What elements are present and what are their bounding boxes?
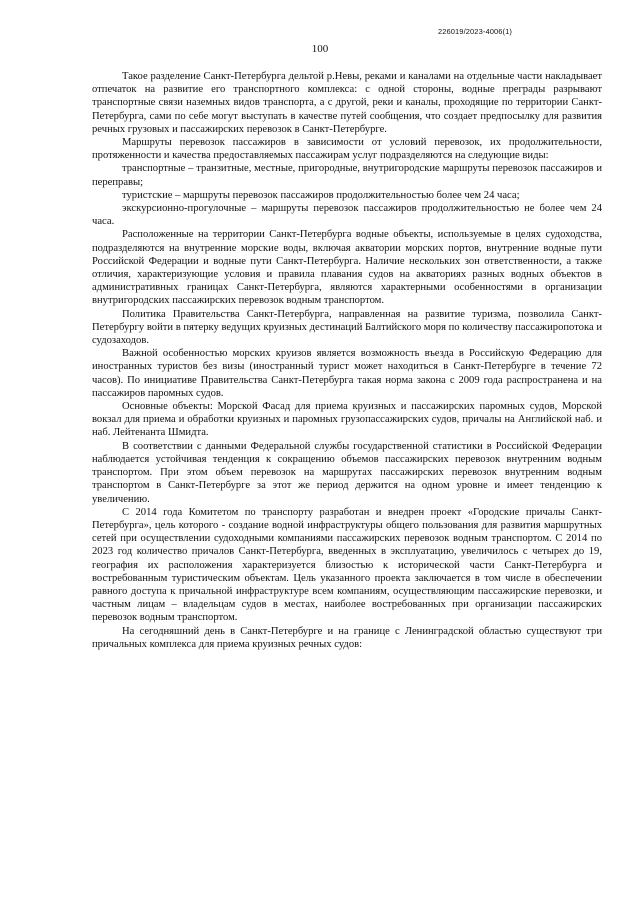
paragraph-tourist-routes: туристские – маршруты перевозок пассажиров продолжительностью более чем 24 часа; xyxy=(122,189,520,201)
page-number: 100 xyxy=(311,43,329,55)
paragraph-statistics: В соответствии с данными Федеральной службы государственной статистики в Российской Федерации наблюдается устойчивая тенденция к сокращению объемов пассажирских перевозок внутренним водным транспортом. При этом объем перевозок на маршрутах пассажирских перевозок внутренним водным транспортом в Санкт-Петербурге за этот же период держится на одном уровне и имеет тенденцию к увеличению. xyxy=(92,440,602,505)
body-text xyxy=(92,70,602,890)
paragraph-cruise-complexes: На сегодняшний день в Санкт-Петербурге и на границе с Ленинградской областью существуют три причальных комплекса для приема круизных речных судов: xyxy=(92,625,602,650)
paragraph-water-objects: Расположенные на территории Санкт-Петербурга водные объекты, используемые в целях судоходства, подразделяются на внутренние морские воды, включая акватории морских портов, внутренние водные пути Российской Федерации и водные пути Санкт-Петербурга. Наличие нескольких зон ответственности, а также отличия, характеризующие условия и правила плавания судов на акваториях разных водных объектов в административных границах Санкт-Петербурга, являются характерными особенностями в организации внутригородских пассажирских перевозок водным транспортом. xyxy=(92,229,602,307)
paragraph-excursion-routes: экскурсионно-прогулочные – маршруты перевозок пассажиров продолжительностью не более чем 24 часа. xyxy=(92,203,602,228)
paragraph-route-types-intro: Маршруты перевозок пассажиров в зависимости от условий перевозок, их продолжительности, протяженности и качества предоставляемых пассажирам услуг подразделяются на следующие виды: xyxy=(92,137,602,162)
paragraph-transport-routes: транспортные – транзитные, местные, пригородные, внутригородские маршруты перевозок пассажиров и переправы; xyxy=(92,163,602,188)
paragraph-main-objects: Основные объекты: Морской Фасад для приема круизных и пассажирских паромных судов, Морской вокзал для приема и обработки круизных и паромных грузопассажирских судов, причалы на Английской наб. и наб. Лейтенанта Шмидта. xyxy=(92,401,602,439)
paragraph-visa-free-entry: Важной особенностью морских круизов является возможность въезда в Российскую Федерацию для иностранных туристов без визы (иностранный турист может находиться в Санкт-Петербурге в течение 72 часов). По инициативе Правительства Санкт-Петербурга такая норма закона с 2009 года распространена и на пассажиров паромных судов. xyxy=(92,348,602,399)
paragraph-tourism-policy: Политика Правительства Санкт-Петербурга, направленная на развитие туризма, позволила Санкт-Петербургу войти в пятерку ведущих круизных дестинаций Балтийского моря по количеству пассажиропотока и судозаходов. xyxy=(92,308,602,347)
paragraph-city-piers-project: С 2014 года Комитетом по транспорту разработан и внедрен проект «Городские причалы Санкт-Петербурга», цель которого - создание водной инфраструктуры общего пользования для развития маршрутных сетей при осуществлении судоходными компаниями пассажирских перевозок водным транспортом. С 2014 по 2023 год количество причалов Санкт-Петербурга, введенных в эксплуатацию, увеличилось с четырех до 19, география их расположения характеризуется близостью к исторической части Санкт-Петербурга и востребованным туристическим объектам. Цель указанного проекта заключается в том числе в обеспечении равного доступа к причальной инфраструктуре всем компаниям, осуществляющим пассажирские перевозки, и частным лицам – владельцам судов в местах, наиболее востребованных при организации пассажирских перевозок водным транспортом. xyxy=(92,506,602,624)
document-id: 226019/2023-4006(1) xyxy=(437,27,512,36)
paragraph-delta-division: Такое разделение Санкт-Петербурга дельтой р.Невы, реками и каналами на отдельные части накладывает отпечаток на развитие его транспортного комплекса: с одной стороны, водные преграды разрывают транспортные связи наземных видов транспорта, а с другой, реки и каналы, проходящие по территории Санкт-Петербурга, сами по себе могут выступать в качестве путей сообщения, что создает предпосылку для развития речных грузовых и пассажирских перевозок в Санкт-Петербурге. xyxy=(92,71,602,135)
